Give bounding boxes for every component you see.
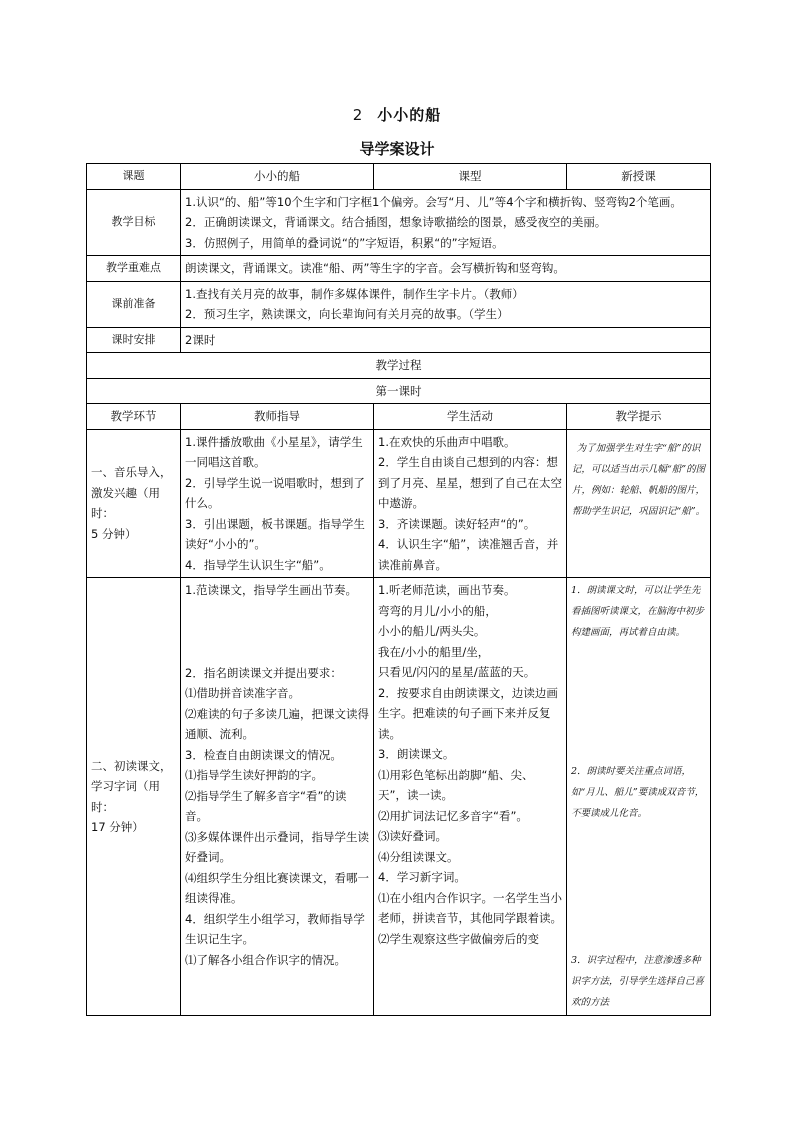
- process-title-row: [87, 353, 711, 379]
- student-step: 3．朗读课文。: [378, 747, 455, 761]
- preparation-item: 2．预习生字，熟读课文，向长辈询问有关月亮的故事。（学生）: [185, 307, 509, 321]
- stage-cell: [87, 578, 181, 1016]
- spacer: [185, 601, 369, 663]
- lesson-row: [87, 378, 711, 404]
- hours-label: 课时安排: [87, 327, 181, 353]
- teacher-cell: [181, 578, 374, 1016]
- teacher-step: ⑵难读的句子多读几遍，把课文读得通顺、流利。: [185, 706, 369, 741]
- goals-label: 教学目标: [87, 189, 181, 256]
- lesson-number: 2: [352, 106, 364, 124]
- spacer: [571, 643, 706, 761]
- preparation-item: 1.查找有关月亮的故事，制作多媒体课件，制作生字卡片。（教师）: [185, 286, 524, 301]
- hours-row: [87, 327, 711, 353]
- goal-item: 3．仿照例子，用简单的叠词说“的”字短语，积累“的”字短语。: [185, 235, 504, 250]
- teacher-step: 3．引出课题，板书课题。指导学生读好“小小的”。: [185, 516, 365, 551]
- teacher-cell: [181, 429, 374, 578]
- key-points-value: 朗读课文，背诵课文。读准“船、两”等生字的字音。会写横折钩和竖弯钩。: [181, 256, 711, 282]
- topic-row: [87, 164, 711, 190]
- topic-label: 课题: [87, 164, 181, 190]
- tip-text: 2．朗读时要关注重点词语，如“月儿、船儿”要读成双音节，不要读成儿化音。: [571, 766, 705, 819]
- preparation-label: 课前准备: [87, 281, 181, 327]
- teacher-step: 4．组织学生小组学习，教师指导学生识记生字。: [185, 911, 365, 946]
- stage-line: 17 分钟）: [91, 820, 144, 834]
- stage-line: 激发兴趣（用时：: [91, 485, 160, 521]
- spacer: [571, 824, 706, 950]
- type-label: 课型: [374, 164, 567, 190]
- process-row-intro: [87, 429, 711, 578]
- teacher-step: 2．指名朗读课文并提出要求：: [185, 665, 342, 680]
- student-step: 2．按要求自由朗读课文，边读边画生字。把难读的句子画下来并反复读。: [378, 685, 558, 741]
- tip-cell: [567, 578, 711, 1016]
- tip-text: 1．朗读课文时，可以让学生先看插图听读课文，在脑海中初步构建画面，再试着自由读。: [571, 585, 705, 638]
- student-step: ⑷分组读课文。: [378, 849, 459, 864]
- student-cell: [374, 429, 567, 578]
- stage-line: 学习字词（用时：: [91, 779, 160, 814]
- page-subtitle: 导学案设计: [359, 140, 435, 158]
- student-step: 4．学习新字词。: [378, 870, 466, 884]
- teacher-step: ⑵指导学生了解多音字“看”的读音。: [185, 788, 347, 823]
- column-header-teacher: 教师指导: [181, 404, 374, 430]
- teacher-step: 1.课件播放歌曲《小星星》，请学生一同唱这首歌。: [185, 434, 363, 469]
- goals-row: [87, 189, 711, 256]
- lesson-title: 小小的船: [377, 106, 442, 124]
- column-header-student: 学生活动: [374, 404, 567, 430]
- student-step: ⑴用彩色笔标出韵脚“船、尖、天”，读一读。: [378, 767, 534, 802]
- process-header-row: [87, 404, 711, 430]
- hours-value: 2课时: [181, 327, 711, 353]
- student-step: 1.在欢快的乐曲声中唱歌。: [378, 434, 516, 449]
- column-header-tip: 教学提示: [567, 404, 711, 430]
- lesson-label: 第一课时: [87, 378, 711, 404]
- key-points-row: [87, 256, 711, 282]
- stage-line: 二、初读课文，: [91, 758, 172, 773]
- key-points-label: 教学重难点: [87, 256, 181, 282]
- teacher-step: ⑷组织学生分组比赛读课文，看哪一组读得准。: [185, 870, 369, 905]
- student-step: ⑴在小组内合作识字。一名学生当小老师，拼读音节，其他同学跟着读。: [378, 890, 562, 925]
- student-step: 1.听老师范读，画出节奏。: [378, 583, 516, 597]
- goals-cell: [181, 189, 711, 256]
- lesson-plan-table: [86, 163, 711, 1016]
- process-title: 教学过程: [87, 353, 711, 379]
- teacher-step: 4．指导学生认识生字“船”。: [185, 557, 331, 572]
- goal-item: 2．正确朗读课文，背诵课文。结合插图，想象诗歌描绘的图景，感受夜空的美丽。: [185, 215, 607, 229]
- preparation-row: [87, 281, 711, 327]
- teacher-step: ⑶多媒体课件出示叠词，指导学生读好叠词。: [185, 829, 369, 864]
- student-step: 4．认识生字“船”，读准翘舌音，并读准前鼻音。: [378, 537, 559, 572]
- goal-item: 1.认识“的、船”等10个生字和门字框1个偏旁。会写“月、儿”等4个字和横折钩、竖弯钩2个笔画。: [185, 194, 682, 209]
- stage-line: 5 分钟）: [91, 526, 137, 541]
- student-step: ⑵用扩词法记忆多音字“看”。: [378, 808, 528, 823]
- stage-cell: [87, 429, 181, 578]
- student-cell: [374, 578, 567, 1016]
- teacher-step: ⑴借助拼音读准字音。: [185, 686, 300, 700]
- stage-line: 一、音乐导入，: [91, 465, 172, 480]
- type-value: 新授课: [567, 164, 711, 190]
- teacher-step: 2．引导学生说一说唱歌时，想到了什么。: [185, 475, 365, 510]
- teacher-step: ⑴指导学生读好押韵的字。: [185, 768, 323, 782]
- student-step: ⑶读好叠词。: [378, 829, 447, 843]
- tip-cell: [567, 429, 711, 578]
- student-step: 3．齐读课题。读好轻声“的”。: [378, 516, 536, 531]
- tip-text: 3．识字过程中，注意渗透多种识字方法，引导学生选择自己喜欢的方法: [571, 955, 705, 1008]
- teacher-step: ⑴了解各小组合作识字的情况。: [185, 952, 346, 967]
- poem-line: 我在/小小的船里/坐，: [378, 644, 490, 659]
- student-step: 2．学生自由谈自己想到的内容：想到了月亮、星星，想到了自己在太空中遨游。: [378, 455, 562, 510]
- lesson-number-title: [0, 104, 794, 125]
- poem-line: 小小的船儿/两头尖。: [378, 624, 486, 638]
- topic-value: 小小的船: [181, 164, 374, 190]
- teacher-step: 1.范读课文，指导学生画出节奏。: [185, 583, 357, 597]
- poem-line: 弯弯的月儿/小小的船，: [378, 603, 497, 618]
- poem-line: 只看见/闪闪的星星/蓝蓝的天。: [378, 665, 536, 679]
- column-header-stage: 教学环节: [87, 404, 181, 430]
- teacher-step: 3．检查自由朗读课文的情况。: [185, 747, 342, 762]
- process-row-reading: [87, 578, 711, 1016]
- tip-text: 为了加强学生对生字“船”的识记，可以适当出示几幅“船”的图片，例如：轮船、帆船的图片，帮助学生识记，巩固识记“船”。: [571, 442, 706, 517]
- preparation-cell: [181, 281, 711, 327]
- student-step: ⑵学生观察这些字做偏旁后的变: [378, 931, 539, 946]
